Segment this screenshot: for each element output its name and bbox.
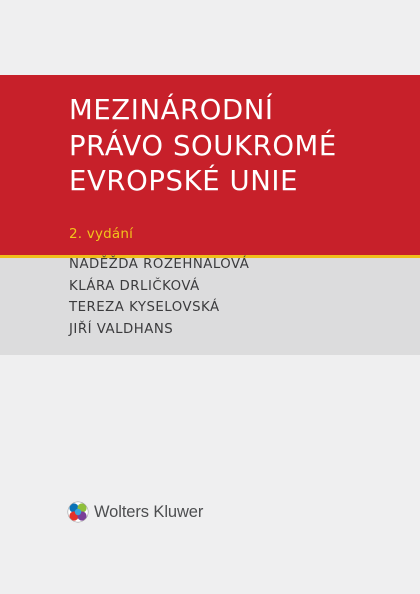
- publisher-name: Wolters Kluwer: [94, 503, 204, 521]
- title-line-2: PRÁVO SOUKROMÉ: [69, 129, 337, 162]
- title-line-1: MEZINÁRODNÍ: [69, 94, 274, 126]
- author-list: [69, 254, 249, 340]
- edition-label: 2. vydání: [69, 226, 134, 242]
- book-title: [69, 93, 337, 200]
- author-name: KLÁRA DRLIČKOVÁ: [69, 278, 200, 294]
- wolters-kluwer-logo-icon: [67, 501, 89, 523]
- author-name: NADĚŽDA ROZEHNALOVÁ: [69, 257, 250, 272]
- title-line-3: EVROPSKÉ UNIE: [69, 165, 299, 197]
- author-name: TEREZA KYSELOVSKÁ: [69, 300, 220, 315]
- author-name: JIŘÍ VALDHANS: [69, 321, 174, 337]
- publisher-logo: [67, 500, 203, 524]
